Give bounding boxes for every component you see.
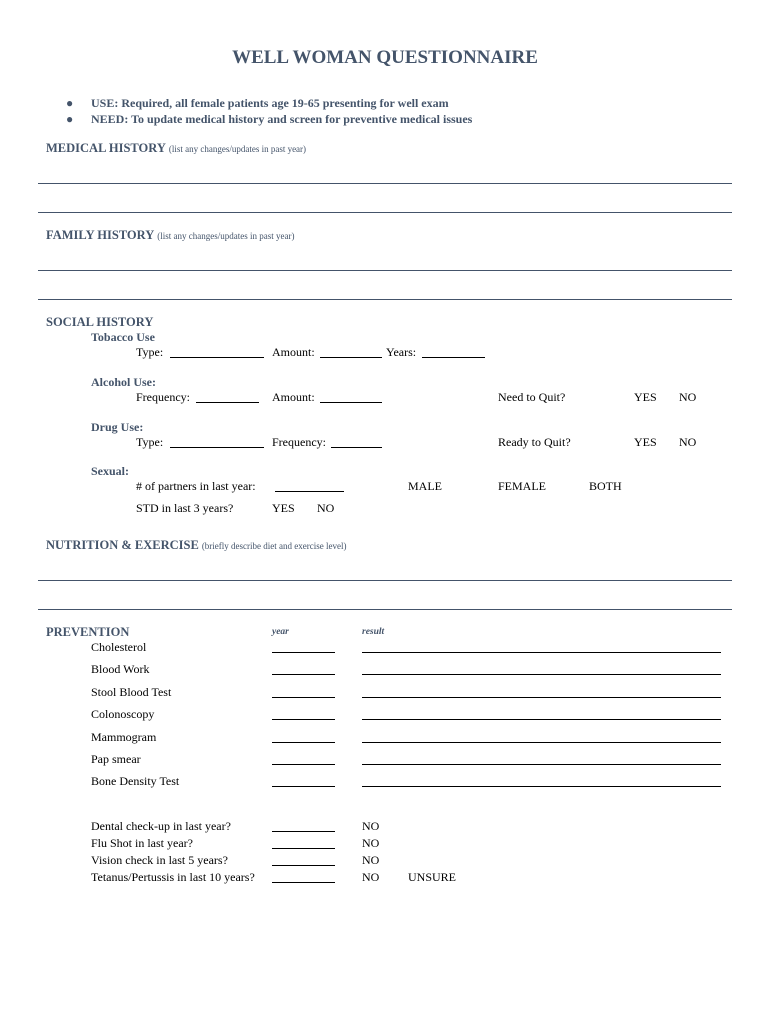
nutrition-line-2[interactable] [38, 609, 732, 610]
partners-female[interactable]: FEMALE [498, 479, 546, 493]
medical-history-note: (list any changes/updates in past year) [168, 144, 307, 154]
alcohol-quit-label: Need to Quit? [498, 390, 566, 404]
screening-yes-field[interactable] [272, 882, 335, 883]
nutrition-note: (briefly describe diet and exercise level) [201, 541, 347, 551]
tobacco-type-field[interactable] [170, 357, 264, 358]
family-history-note: (list any changes/updates in past year) [157, 231, 295, 241]
tobacco-years-label: Years: [386, 345, 417, 359]
prevention-item-label: Blood Work [91, 662, 150, 677]
tobacco-type-label: Type: [136, 345, 164, 359]
family-history-line-2[interactable] [38, 299, 732, 300]
tobacco-amount-label: Amount: [272, 345, 315, 359]
partners-male[interactable]: MALE [408, 479, 442, 493]
prevention-result-field[interactable] [362, 719, 721, 720]
medical-history-heading [46, 141, 306, 156]
result-column-header: result [362, 627, 385, 637]
alcohol-frequency-label: Frequency: [136, 390, 190, 404]
prevention-year-field[interactable] [272, 674, 335, 675]
screening-yes-field[interactable] [272, 848, 335, 849]
drug-quit-yes[interactable]: YES [634, 435, 657, 449]
tobacco-label: Tobacco Use [91, 330, 155, 344]
drug-type-field[interactable] [170, 447, 264, 448]
medical-history-title: MEDICAL HISTORY [46, 141, 166, 155]
sexual-label: Sexual: [91, 464, 130, 478]
drug-quit-no[interactable]: NO [679, 435, 697, 449]
prevention-year-field[interactable] [272, 652, 335, 653]
drug-frequency-field[interactable] [331, 447, 382, 448]
alcohol-amount-field[interactable] [320, 402, 382, 403]
family-history-heading [46, 228, 294, 243]
prevention-year-field[interactable] [272, 786, 335, 787]
alcohol-frequency-field[interactable] [196, 402, 259, 403]
prevention-item-label: Stool Blood Test [91, 684, 172, 699]
bullet-icon: ● [66, 96, 74, 110]
bullet-icon: ● [66, 112, 74, 126]
bullet-use: USE: Required, all female patients age 19-65 presenting for well exam [91, 96, 449, 110]
screening-label: Flu Shot in last year? [91, 836, 193, 850]
screening-label: Dental check-up in last year? [91, 819, 231, 833]
social-history-heading: SOCIAL HISTORY [46, 315, 154, 329]
prevention-year-field[interactable] [272, 719, 335, 720]
family-history-line-1[interactable] [38, 270, 732, 271]
prevention-result-field[interactable] [362, 674, 721, 675]
prevention-item-label: Cholesterol [91, 640, 147, 654]
screening-no-option[interactable]: NO [362, 836, 380, 850]
drug-label: Drug Use: [91, 420, 144, 434]
medical-history-line-2[interactable] [38, 212, 732, 213]
screening-no-option[interactable]: NO [362, 853, 380, 867]
medical-history-line-1[interactable] [38, 183, 732, 184]
prevention-year-field[interactable] [272, 764, 335, 765]
alcohol-quit-no[interactable]: NO [679, 390, 697, 404]
partners-label: # of partners in last year: [136, 479, 256, 493]
screening-no-option[interactable]: NO [362, 870, 380, 884]
std-yes[interactable]: YES [272, 501, 295, 515]
screening-label: Vision check in last 5 years? [91, 853, 228, 867]
partners-both[interactable]: BOTH [589, 479, 622, 493]
alcohol-label: Alcohol Use: [91, 375, 156, 389]
prevention-item-label: Pap smear [91, 752, 141, 766]
prevention-item-label: Colonoscopy [91, 707, 155, 722]
nutrition-heading [46, 538, 347, 553]
drug-frequency-label: Frequency: [272, 435, 326, 449]
prevention-result-field[interactable] [362, 764, 721, 765]
alcohol-quit-yes[interactable]: YES [634, 390, 657, 404]
family-history-title: FAMILY HISTORY [46, 228, 155, 242]
std-no[interactable]: NO [317, 501, 335, 515]
screening-label: Tetanus/Pertussis in last 10 years? [91, 870, 255, 884]
partners-field[interactable] [275, 491, 344, 492]
nutrition-line-1[interactable] [38, 580, 732, 581]
screening-yes-field[interactable] [272, 865, 335, 866]
screening-unsure-option[interactable]: UNSURE [408, 870, 457, 884]
alcohol-amount-label: Amount: [272, 390, 315, 404]
prevention-year-field[interactable] [272, 742, 335, 743]
prevention-result-field[interactable] [362, 742, 721, 743]
page-title: WELL WOMAN QUESTIONNAIRE [232, 47, 538, 68]
screening-yes-field[interactable] [272, 831, 335, 832]
prevention-heading: PREVENTION [46, 625, 130, 639]
prevention-item-label: Bone Density Test [91, 774, 180, 789]
std-label: STD in last 3 years? [136, 501, 234, 515]
drug-type-label: Type: [136, 435, 164, 449]
screening-no-option[interactable]: NO [362, 819, 380, 833]
prevention-result-field[interactable] [362, 652, 721, 653]
prevention-result-field[interactable] [362, 786, 721, 787]
nutrition-title: NUTRITION & EXERCISE [46, 538, 199, 552]
bullet-need: NEED: To update medical history and screen for preventive medical issues [91, 112, 473, 126]
drug-quit-label: Ready to Quit? [498, 435, 571, 449]
prevention-item-label: Mammogram [91, 729, 157, 744]
prevention-result-field[interactable] [362, 697, 721, 698]
year-column-header: year [272, 627, 289, 637]
tobacco-amount-field[interactable] [320, 357, 382, 358]
tobacco-years-field[interactable] [422, 357, 485, 358]
prevention-year-field[interactable] [272, 697, 335, 698]
